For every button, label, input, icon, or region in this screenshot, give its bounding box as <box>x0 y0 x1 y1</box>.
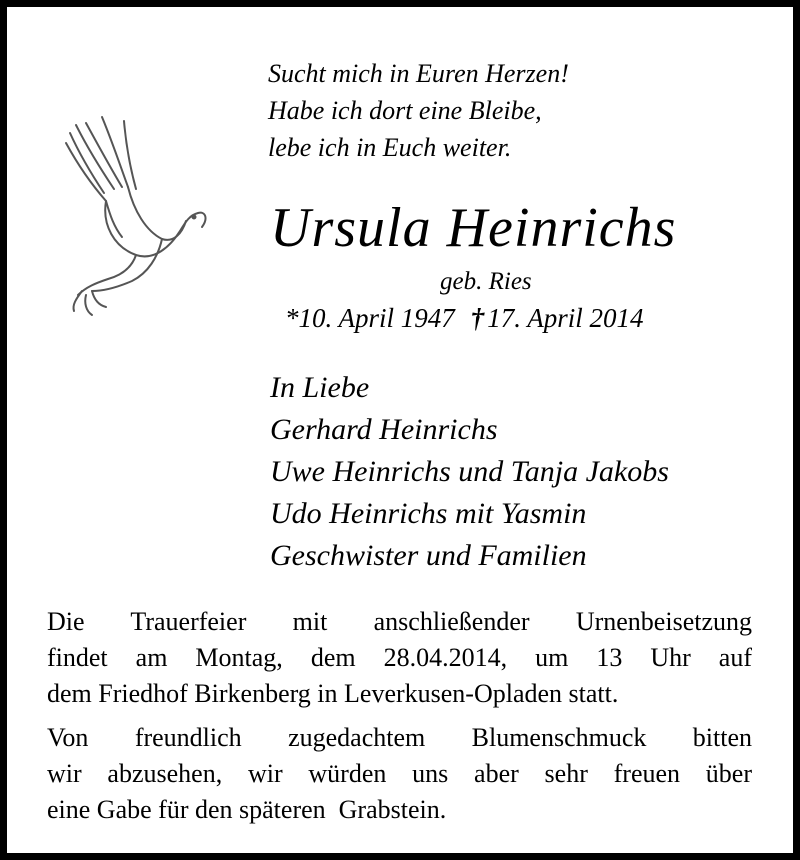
mourner-name: Gerhard Heinrichs <box>270 413 498 446</box>
paragraph-line: findet am Montag, dem 28.04.2014, um 13 Uhr auf <box>47 643 752 672</box>
poem-line: lebe ich in Euch weiter. <box>268 133 512 162</box>
paragraph-line: Von freundlich zugedachtem Blumenschmuck bitten <box>47 723 752 752</box>
ceremony-paragraph <box>47 604 752 712</box>
dove-icon <box>62 115 212 325</box>
poem-line: Habe ich dort eine Bleibe, <box>268 96 542 125</box>
paragraph-line: eine Gabe für den späteren Grabstein. <box>47 795 447 824</box>
mourner-name: Uwe Heinrichs und Tanja Jakobs <box>270 455 669 488</box>
paragraph-line: Die Trauerfeier mit anschließender Urnenbeisetzung <box>47 607 752 636</box>
deceased-name: Ursula Heinrichs <box>270 197 677 259</box>
cross-icon: † <box>470 303 485 333</box>
mourner-name: Udo Heinrichs mit Yasmin <box>270 497 587 530</box>
poem <box>268 55 569 166</box>
paragraph-line: dem Friedhof Birkenberg in Leverkusen-Opladen statt. <box>47 679 619 708</box>
poem-line: Sucht mich in Euren Herzen! <box>268 59 569 88</box>
life-dates <box>285 300 644 336</box>
maiden-name: geb. Ries <box>440 268 532 295</box>
request-paragraph <box>47 720 752 828</box>
mourner-name: Geschwister und Familien <box>270 539 587 572</box>
death-date: 17. April 2014 <box>487 303 644 333</box>
paragraph-line: wir abzusehen, wir würden uns aber sehr freuen über <box>47 759 752 788</box>
mourners-intro: In Liebe <box>270 371 370 404</box>
mourners <box>270 367 669 577</box>
birth-date: *10. April 1947 <box>285 303 455 333</box>
